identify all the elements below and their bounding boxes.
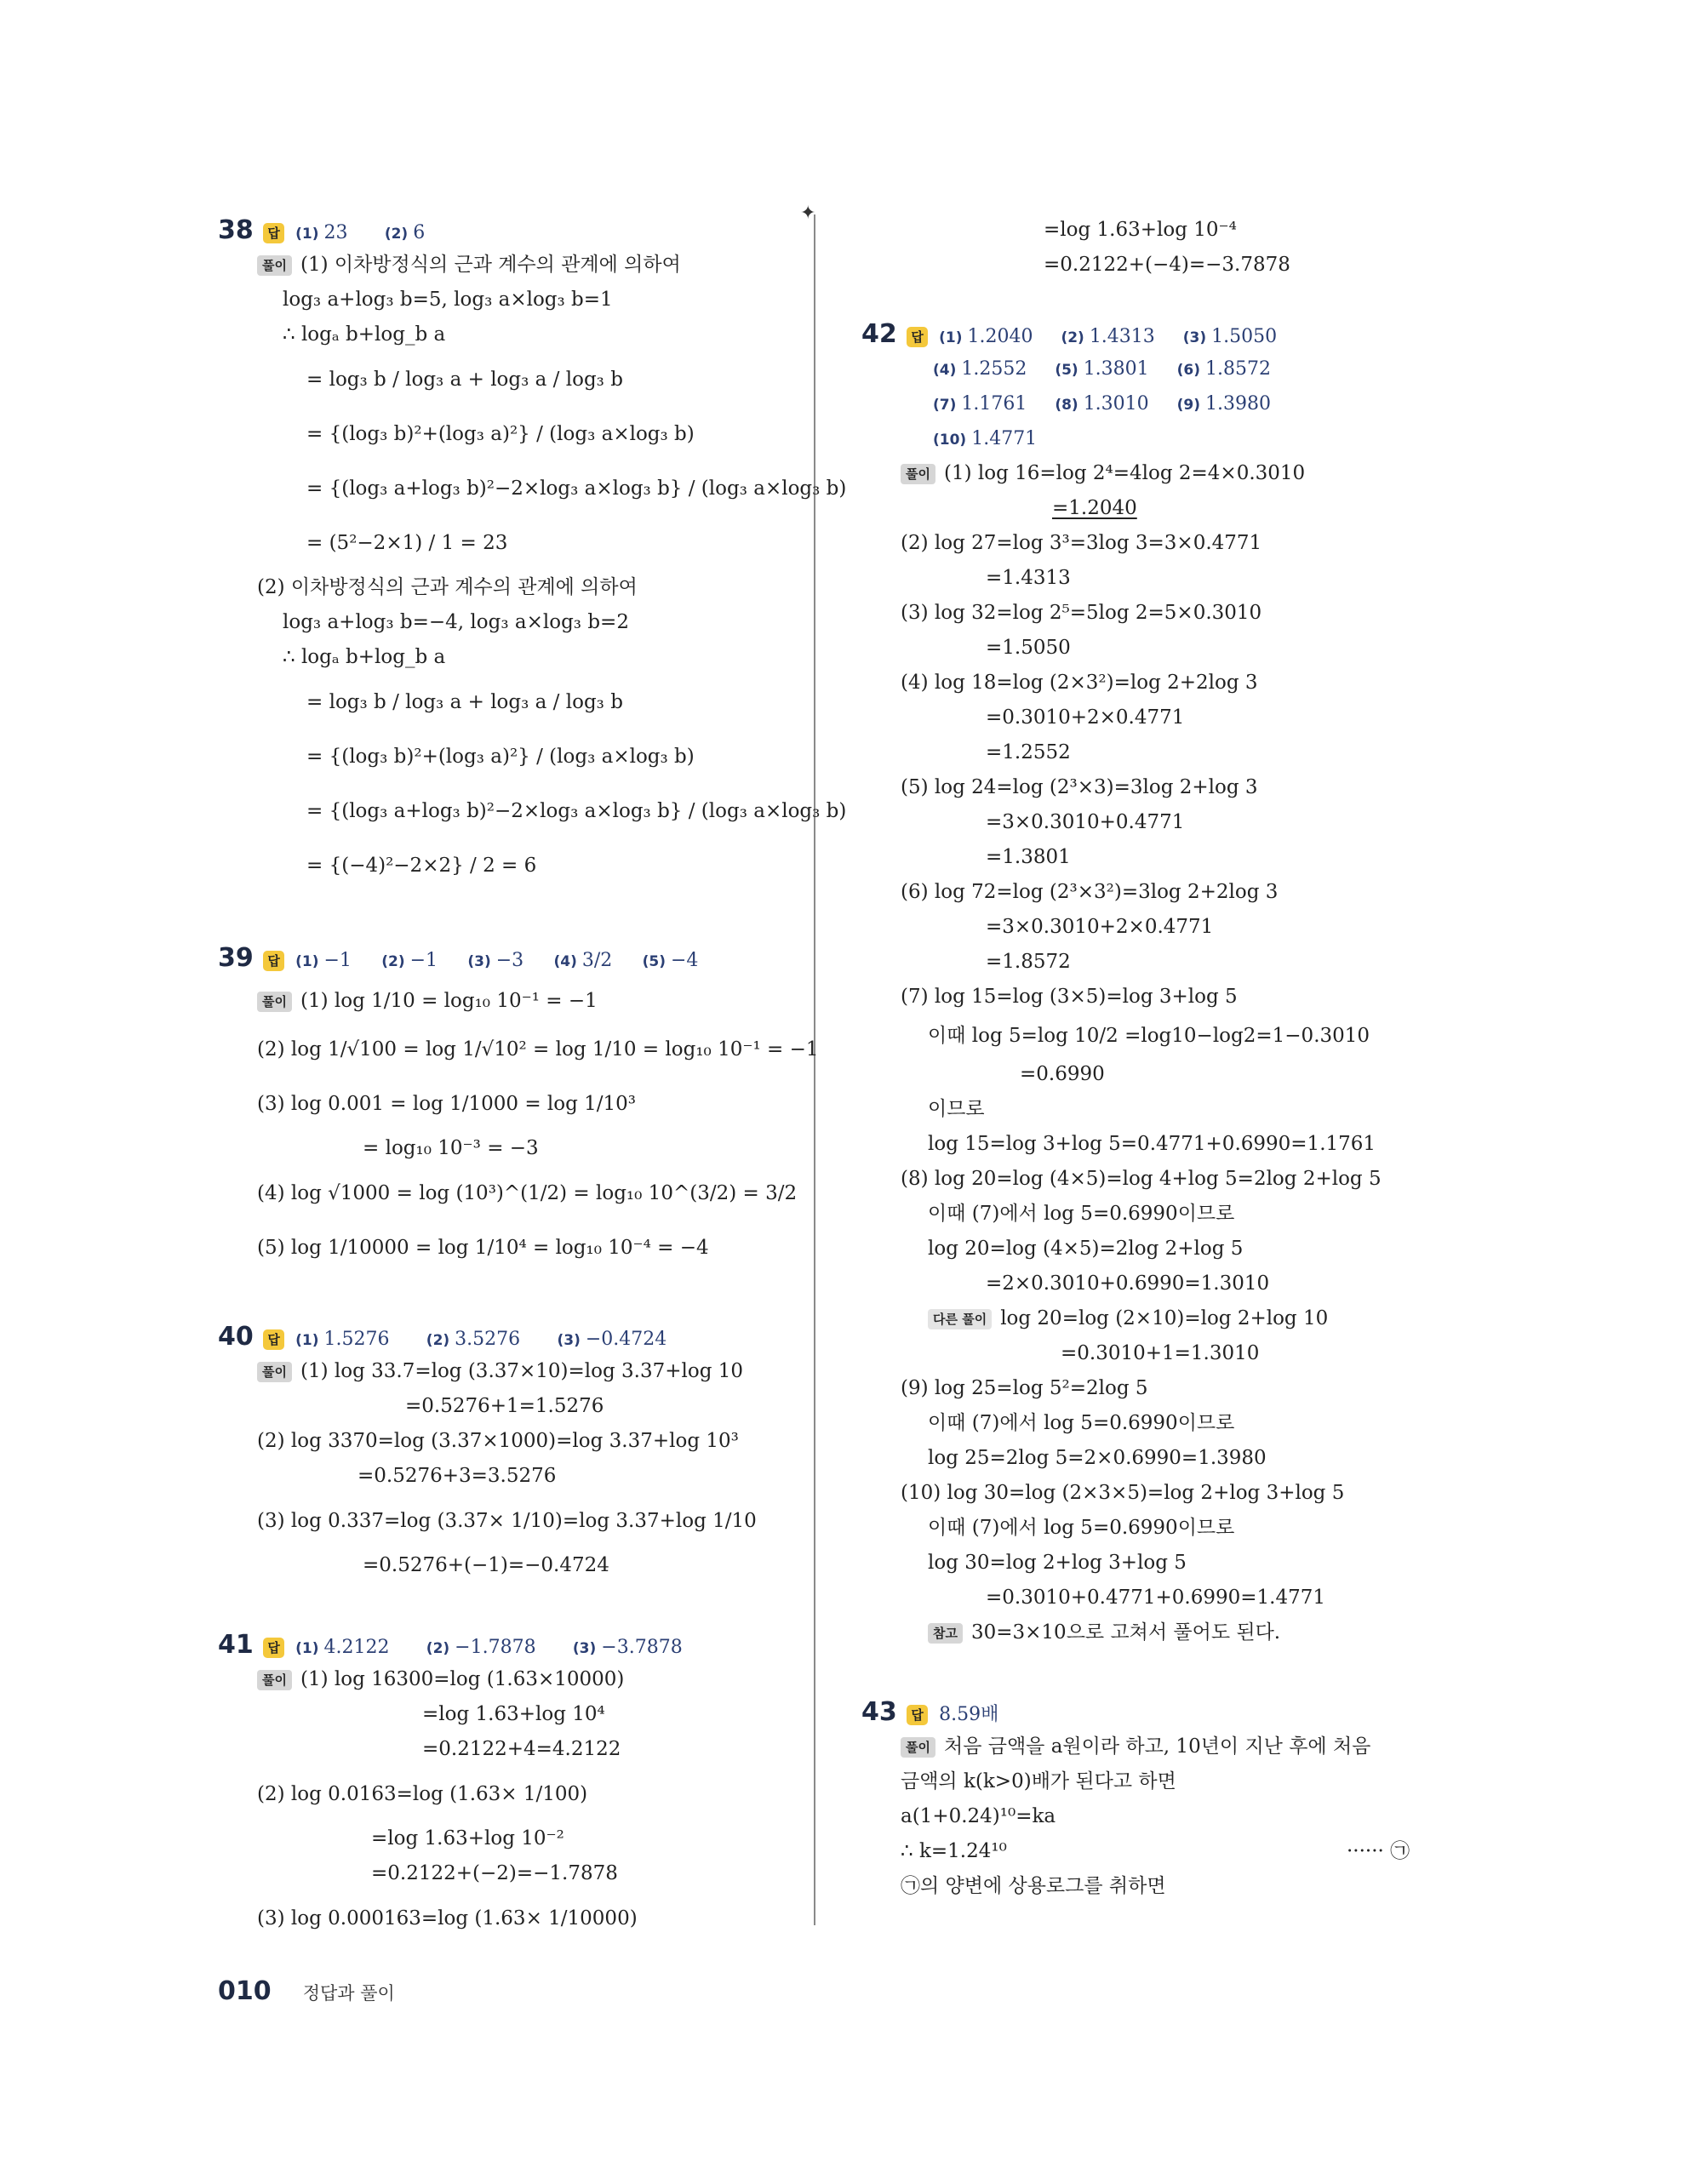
solution-line: (3) log 0.337=log (3.37× 1/10)=log 3.37+log 1/10 xyxy=(257,1510,757,1532)
left-column xyxy=(218,213,847,1990)
solution-line: =1.2552 xyxy=(986,741,1071,763)
solution-line: =3×0.3010+0.4771 xyxy=(986,811,1185,833)
solution-line: log₃ a+log₃ b=5, log₃ a×log₃ b=1 xyxy=(283,289,613,311)
note-line: 참고 30=3×10으로 고쳐서 풀어도 된다. xyxy=(861,1615,1440,1650)
solution-line: (6) log 72=log (2³×3²)=3log 2+2log 3 xyxy=(901,881,1279,903)
solution-line: 다른 풀이 log 20=log (2×10)=log 2+log 10 xyxy=(861,1301,1440,1336)
solution-line: = {(log₃ b)²+(log₃ a)²} / (log₃ a×log₃ b) xyxy=(306,746,695,768)
problem-number: 41 xyxy=(218,1630,254,1660)
answer-row xyxy=(218,1319,814,1354)
solution-line: log 15=log 3+log 5=0.4771+0.6990=1.1761 xyxy=(928,1133,1376,1155)
solution-line: =3×0.3010+2×0.4771 xyxy=(986,916,1214,938)
solution-line: 이때 (7)에서 log 5=0.6990이므로 xyxy=(928,1517,1235,1539)
solution-line: 이므로 xyxy=(928,1098,985,1120)
answer-row xyxy=(861,317,1440,352)
solution-line: =0.6990 xyxy=(1020,1063,1105,1085)
solution-line: (4) log √1000 = log (10³)^(1/2) = log₁₀ 10^(3/2) = 3/2 xyxy=(257,1182,798,1204)
solution-line: ∴ logₐ b+log_b a xyxy=(283,646,446,668)
solution-line: (2) log 3370=log (3.37×1000)=log 3.37+log 10³ xyxy=(257,1430,739,1452)
solution-line: (3) log 0.001 = log 1/1000 = log 1/10³ xyxy=(257,1093,637,1115)
problem-38 xyxy=(218,213,847,893)
solution-line: log 20=log (4×5)=2log 2+log 5 xyxy=(928,1238,1244,1260)
answer-item: (7) 1.1761 xyxy=(933,393,1027,415)
answer-label: 답 xyxy=(263,951,284,971)
page-footer xyxy=(218,1976,395,2006)
answer-label: 답 xyxy=(907,1705,928,1725)
solution-line: =0.5276+(−1)=−0.4724 xyxy=(363,1554,609,1576)
answer-row xyxy=(218,1627,814,1662)
answer-item: (2) 6 xyxy=(384,222,426,243)
solution-line: =0.2122+(−2)=−1.7878 xyxy=(371,1862,618,1884)
solution-label: 풀이 xyxy=(257,1362,292,1382)
solution-line: =0.3010+0.4771+0.6990=1.4771 xyxy=(986,1587,1325,1609)
solution-line: =1.5050 xyxy=(986,637,1071,659)
answer-item: (1) −1 xyxy=(295,950,352,971)
answer-item: (6) 1.8572 xyxy=(1176,358,1271,380)
solution-line: (2) 이차방정식의 근과 계수의 관계에 의하여 xyxy=(257,576,638,598)
solution-label: 풀이 xyxy=(901,1737,935,1758)
solution-line: 이때 (7)에서 log 5=0.6990이므로 xyxy=(928,1203,1235,1225)
answer-label: 답 xyxy=(263,1638,284,1658)
solution-line: =0.2122+(−4)=−3.7878 xyxy=(1044,254,1290,276)
solution-line: 풀이 (1) log 16300=log (1.63×10000) xyxy=(218,1662,814,1697)
answer-item: (2) 1.4313 xyxy=(1061,326,1155,347)
answer-item: (8) 1.3010 xyxy=(1055,393,1149,415)
answer-item: (2) 3.5276 xyxy=(426,1329,521,1350)
solution-line: (5) log 1/10000 = log 1/10⁴ = log₁₀ 10⁻⁴ = −4 xyxy=(257,1237,709,1259)
solution-line: =log 1.63+log 10⁻⁴ xyxy=(1044,219,1237,241)
solution-line: log 30=log 2+log 3+log 5 xyxy=(928,1552,1187,1574)
answer-row xyxy=(861,352,1440,386)
solution-line: = log₁₀ 10⁻³ = −3 xyxy=(363,1137,539,1159)
solution-line: = log₃ b / log₃ a + log₃ a / log₃ b xyxy=(306,691,623,713)
solution-line: (3) log 32=log 2⁵=5log 2=5×0.3010 xyxy=(901,602,1262,624)
solution-line: 풀이 처음 금액을 a원이라 하고, 10년이 지난 후에 처음 xyxy=(861,1729,1440,1764)
solution-line: (8) log 20=log (4×5)=log 4+log 5=2log 2+log 5 xyxy=(901,1168,1382,1190)
solution-line: 풀이 (1) log 16=log 2⁴=4log 2=4×0.3010 xyxy=(861,456,1440,491)
answer-item: (3) −0.4724 xyxy=(557,1329,667,1350)
solution-line: 풀이 (1) log 33.7=log (3.37×10)=log 3.37+log 10 xyxy=(218,1354,814,1389)
solution-line: =2×0.3010+0.6990=1.3010 xyxy=(986,1272,1270,1295)
answer-item: (5) −4 xyxy=(642,950,699,971)
solution-line: log₃ a+log₃ b=−4, log₃ a×log₃ b=2 xyxy=(283,611,629,633)
answer-item: (2) −1.7878 xyxy=(426,1637,536,1658)
divider-ornament-icon: ✦ xyxy=(800,203,816,224)
solution-line: =1.2040 xyxy=(1052,497,1137,519)
answer-item: (3) −3.7878 xyxy=(572,1637,683,1658)
answer-item: (10) 1.4771 xyxy=(933,428,1038,449)
solution-line: (2) log 27=log 3³=3log 3=3×0.4771 xyxy=(901,532,1262,554)
problem-41 xyxy=(218,1627,814,1946)
problem-number: 38 xyxy=(218,215,254,245)
solution-line: =1.3801 xyxy=(986,846,1071,868)
solution-line: =0.5276+1=1.5276 xyxy=(405,1395,604,1417)
solution-line: =1.8572 xyxy=(986,951,1071,973)
answer-row xyxy=(861,1695,1440,1729)
answer-item: (3) −3 xyxy=(467,950,524,971)
problem-41-continued xyxy=(861,213,1440,283)
equation-tag: ······ ㉠ xyxy=(1347,1840,1410,1862)
right-column xyxy=(861,213,1440,1948)
problem-number: 40 xyxy=(218,1322,254,1352)
solution-line: (2) log 0.0163=log (1.63× 1/100) xyxy=(257,1783,588,1805)
solution-line: = log₃ b / log₃ a + log₃ a / log₃ b xyxy=(306,369,623,391)
problem-39 xyxy=(218,937,819,1275)
answer-item: (4) 3/2 xyxy=(553,950,613,971)
page-title: 정답과 풀이 xyxy=(302,1983,395,2004)
solution-label: 풀이 xyxy=(257,255,292,276)
answer-item: (1) 1.2040 xyxy=(939,326,1033,347)
solution-line: log 25=2log 5=2×0.6990=1.3980 xyxy=(928,1447,1267,1469)
problem-number: 43 xyxy=(861,1697,897,1727)
answer-row xyxy=(218,937,814,980)
solution-line: (4) log 18=log (2×3²)=log 2+2log 3 xyxy=(901,672,1258,694)
solution-line: = {(log₃ b)²+(log₃ a)²} / (log₃ a×log₃ b) xyxy=(306,423,695,445)
answer-item: 8.59배 xyxy=(939,1704,999,1725)
answer-label: 답 xyxy=(907,327,928,347)
solution-line: (5) log 24=log (2³×3)=3log 2+log 3 xyxy=(901,776,1258,798)
solution-line: (9) log 25=log 5²=2log 5 xyxy=(901,1377,1148,1399)
solution-label: 풀이 xyxy=(901,464,935,484)
solution-line: = {(log₃ a+log₃ b)²−2×log₃ a×log₃ b} / (log₃ a×log₃ b) xyxy=(306,800,847,822)
answer-row xyxy=(861,386,1440,421)
answer-label: 답 xyxy=(263,1329,284,1350)
solution-line: (3) log 0.000163=log (1.63× 1/10000) xyxy=(257,1907,638,1930)
solution-line: =0.3010+2×0.4771 xyxy=(986,706,1185,729)
solution-line: =0.2122+4=4.2122 xyxy=(422,1738,621,1760)
problem-42 xyxy=(861,317,1440,1650)
solution-line: (2) log 1/√100 = log 1/√10² = log 1/10 = log₁₀ 10⁻¹ = −1 xyxy=(257,1038,819,1061)
solution-line: = {(−4)²−2×2} / 2 = 6 xyxy=(306,855,537,877)
answer-item: (1) 4.2122 xyxy=(295,1637,390,1658)
solution-line: = (5²−2×1) / 1 = 23 xyxy=(306,532,508,554)
answer-item: (2) −1 xyxy=(381,950,438,971)
problem-number: 39 xyxy=(218,943,254,973)
answer-item: (1) 1.5276 xyxy=(295,1329,390,1350)
solution-line: 풀이 (1) 이차방정식의 근과 계수의 관계에 의하여 xyxy=(218,248,814,283)
page-number: 010 xyxy=(218,1976,272,2006)
solution-line: 이때 (7)에서 log 5=0.6990이므로 xyxy=(928,1412,1235,1434)
answer-label: 답 xyxy=(263,223,284,243)
problem-40 xyxy=(218,1319,814,1583)
solution-line: 이때 log 5=log 10/2 =log10−log2=1−0.3010 xyxy=(928,1025,1370,1047)
solution-line: =0.5276+3=3.5276 xyxy=(358,1465,557,1487)
solution-line: a(1+0.24)¹⁰=ka xyxy=(901,1805,1056,1827)
answer-item: (3) 1.5050 xyxy=(1182,326,1278,347)
problem-43 xyxy=(861,1695,1440,1904)
solution-line: =log 1.63+log 10⁴ xyxy=(422,1703,605,1725)
answer-item: (1) 23 xyxy=(295,222,348,243)
answer-item: (4) 1.2552 xyxy=(933,358,1027,380)
solution-line: ∴ k=1.24¹⁰ ······ ㉠ xyxy=(861,1834,1440,1869)
alt-solution-label: 다른 풀이 xyxy=(928,1309,992,1329)
answer-row xyxy=(861,421,1440,456)
solution-line: (10) log 30=log (2×3×5)=log 2+log 3+log 5 xyxy=(901,1482,1345,1504)
solution-line: ㉠의 양변에 상용로그를 취하면 xyxy=(901,1875,1166,1897)
solution-label: 풀이 xyxy=(257,992,292,1012)
solution-line: (7) log 15=log (3×5)=log 3+log 5 xyxy=(901,986,1238,1008)
problem-number: 42 xyxy=(861,319,897,349)
solution-line: =1.4313 xyxy=(986,567,1071,589)
note-label: 참고 xyxy=(928,1623,963,1644)
answer-item: (5) 1.3801 xyxy=(1055,358,1149,380)
answer-row xyxy=(218,213,814,248)
solution-label: 풀이 xyxy=(257,1670,292,1690)
answer-item: (9) 1.3980 xyxy=(1176,393,1271,415)
solution-line: =0.3010+1=1.3010 xyxy=(1061,1342,1260,1364)
solution-line: ∴ logₐ b+log_b a xyxy=(283,323,446,346)
solution-line: = {(log₃ a+log₃ b)²−2×log₃ a×log₃ b} / (log₃ a×log₃ b) xyxy=(306,477,847,500)
solution-line: 금액의 k(k>0)배가 된다고 하면 xyxy=(901,1770,1176,1792)
solution-line: =log 1.63+log 10⁻² xyxy=(371,1827,564,1850)
solution-line: 풀이 (1) log 1/10 = log₁₀ 10⁻¹ = −1 xyxy=(218,980,814,1022)
